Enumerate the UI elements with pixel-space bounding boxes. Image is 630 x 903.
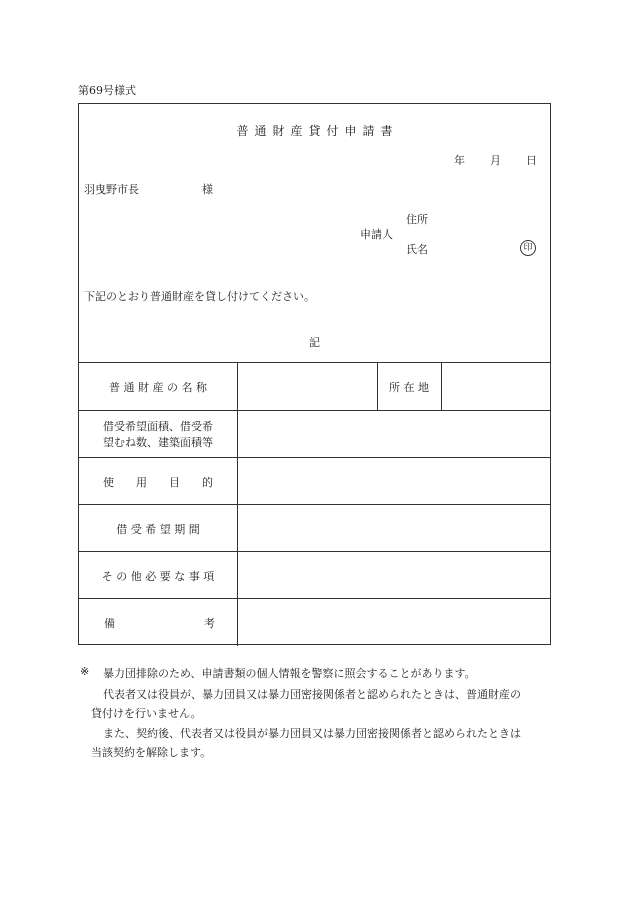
table-divider: [79, 551, 550, 552]
date-year: 年: [454, 154, 465, 167]
location-label: 所 在 地: [389, 381, 429, 394]
area-label-line1: 借受希望面積、借受希: [103, 420, 213, 433]
form-title: 普通財産貸付申請書: [236, 124, 399, 138]
note-line-4: また、契約後、代表者又は役員が暴力団員又は暴力団密接関係者と認められたときは: [103, 727, 521, 740]
ki-mark: 記: [309, 336, 320, 349]
note-line-2: 代表者又は役員が、暴力団員又は暴力団密接関係者と認められたときは、普通財産の: [103, 688, 521, 701]
other-matters-label: そ の 他 必 要 な 事 項: [101, 570, 215, 583]
applicant-name-label: 氏名: [406, 243, 428, 256]
note-line-5: 当該契約を解除します。: [91, 746, 212, 759]
table-divider: [79, 362, 550, 363]
seal-mark: 印: [520, 240, 536, 256]
date-day: 日: [526, 154, 537, 167]
table-column-divider: [237, 362, 238, 646]
table-divider: [79, 598, 550, 599]
purpose-label: 使 用 目 的: [103, 476, 213, 489]
request-text: 下記のとおり普通財産を貸し付けてください。: [84, 290, 315, 303]
table-column-divider: [441, 362, 442, 410]
form-number: 第69号様式: [78, 84, 136, 97]
note-line-1: 暴力団排除のため、申請書類の個人情報を警察に照会することがあります。: [103, 667, 476, 680]
remarks-label-part1: 備: [104, 617, 115, 630]
applicant-address-label: 住所: [406, 213, 428, 226]
remarks-label-part2: 考: [204, 617, 215, 630]
applicant-label: 申請人: [360, 228, 393, 241]
note-line-3: 貸付けを行いません。: [91, 707, 202, 720]
table-divider: [79, 457, 550, 458]
period-label: 借 受 希 望 期 間: [116, 523, 200, 536]
table-divider: [79, 504, 550, 505]
area-label-line2: 望むね数、建築面積等: [103, 436, 213, 449]
table-divider: [79, 410, 550, 411]
addressee: 羽曳野市長: [84, 183, 139, 196]
date-month: 月: [490, 154, 501, 167]
honorific: 様: [202, 183, 213, 196]
application-form: [78, 103, 551, 645]
property-name-label: 普 通 財 産 の 名 称: [109, 381, 207, 394]
note-mark: ※: [80, 665, 90, 678]
